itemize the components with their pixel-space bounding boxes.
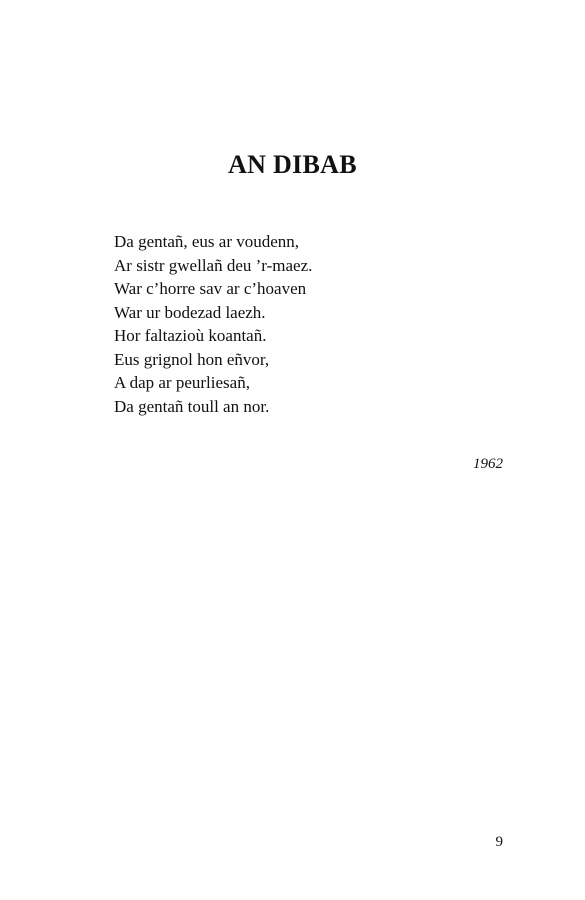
poem-line: Da gentañ toull an nor. [114, 396, 270, 416]
poem-year: 1962 [473, 456, 503, 472]
poem-line: Eus grignol hon eñvor, [114, 349, 270, 369]
poem-stanza [114, 230, 312, 418]
poem-line: Da gentañ, eus ar voudenn, [114, 232, 300, 251]
poem-line: A dap ar peurliesañ, [114, 373, 250, 392]
poem-title: AN DIBAB [228, 150, 357, 179]
page-number: 9 [495, 834, 503, 850]
poem-line: Hor faltazioù koantañ. [114, 326, 267, 345]
poem-line: War ur bodezad laezh. [114, 302, 266, 322]
poem-line: Ar sistr gwellañ deu ’r-maez. [114, 255, 313, 275]
poem-line: War c’horre sav ar c’hoaven [114, 279, 307, 298]
